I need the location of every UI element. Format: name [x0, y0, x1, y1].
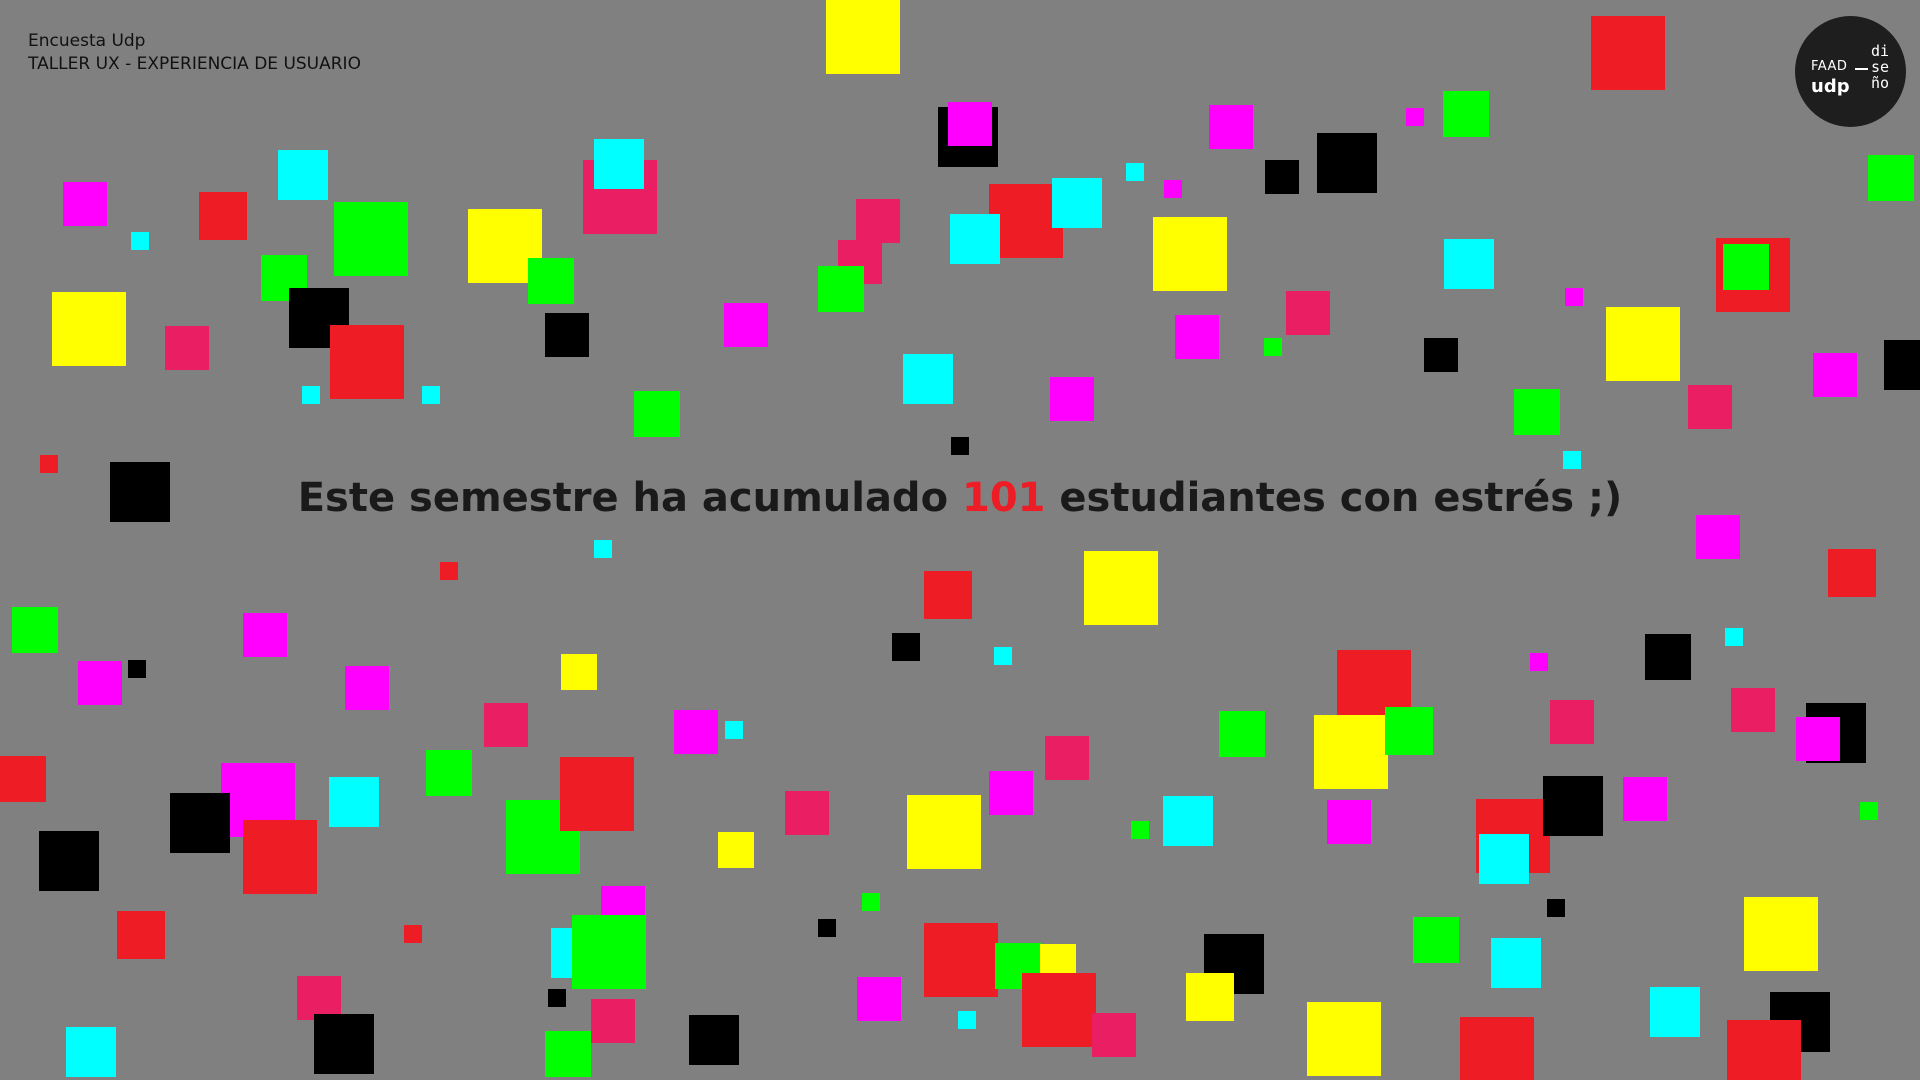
confetti-square [131, 232, 149, 250]
confetti-square [1443, 91, 1489, 137]
confetti-square [674, 710, 718, 754]
confetti-square [572, 915, 646, 989]
confetti-square [404, 925, 422, 943]
confetti-square [1591, 16, 1665, 90]
confetti-square [1084, 551, 1158, 625]
confetti-square [52, 292, 126, 366]
confetti-square [1175, 315, 1219, 359]
confetti-square [1623, 777, 1667, 821]
confetti-square [334, 202, 408, 276]
confetti-square [1868, 155, 1914, 201]
confetti-square [1424, 338, 1458, 372]
logo-faad: FAAD [1811, 59, 1848, 74]
confetti-square [345, 666, 389, 710]
logo-diseno-line2: se [1871, 58, 1890, 76]
confetti-square [278, 150, 328, 200]
confetti-square [718, 832, 754, 868]
confetti-square [1045, 736, 1089, 780]
confetti-square [1307, 1002, 1381, 1076]
confetti-square [1731, 688, 1775, 732]
confetti-square [1723, 244, 1769, 290]
confetti-square [1092, 1013, 1136, 1057]
confetti-square [1186, 973, 1234, 1021]
confetti-square [958, 1011, 976, 1029]
confetti-square [1052, 178, 1102, 228]
confetti-square [989, 771, 1033, 815]
confetti-square [1126, 163, 1144, 181]
confetti-square [1022, 973, 1096, 1047]
confetti-square [1491, 938, 1541, 988]
confetti-square [1565, 288, 1583, 306]
logo-diseno [1871, 43, 1889, 91]
confetti-square [818, 266, 864, 312]
confetti-square [634, 391, 680, 437]
stress-message [0, 475, 1920, 521]
confetti-square [594, 139, 644, 189]
confetti-square [1725, 628, 1743, 646]
confetti-square [725, 721, 743, 739]
confetti-square [528, 258, 574, 304]
confetti-square [561, 654, 597, 690]
confetti-square [39, 831, 99, 891]
confetti-square [1264, 338, 1282, 356]
confetti-square [950, 214, 1000, 264]
confetti-square [1530, 653, 1548, 671]
confetti-square [0, 756, 46, 802]
logo-diseno-line1: di [1871, 42, 1890, 60]
confetti-square [948, 102, 992, 146]
confetti-square [1317, 133, 1377, 193]
confetti-square [1884, 340, 1920, 390]
confetti-square [862, 893, 880, 911]
confetti-square [560, 757, 634, 831]
confetti-square [545, 313, 589, 357]
confetti-square [128, 660, 146, 678]
confetti-square [484, 703, 528, 747]
faad-udp-logo [1795, 16, 1906, 127]
confetti-square [330, 325, 404, 399]
confetti-square [689, 1015, 739, 1065]
confetti-square [1860, 802, 1878, 820]
confetti-square [243, 820, 317, 894]
logo-diseno-line3: ño [1871, 74, 1890, 92]
confetti-square [594, 540, 612, 558]
confetti-square [1606, 307, 1680, 381]
confetti-square [1744, 897, 1818, 971]
confetti-square [1406, 108, 1424, 126]
confetti-square [199, 192, 247, 240]
confetti-square [1265, 160, 1299, 194]
confetti-square [1514, 389, 1560, 435]
confetti-square [1385, 707, 1433, 755]
confetti-square [1563, 451, 1581, 469]
logo-dash [1855, 68, 1868, 70]
confetti-square [314, 1014, 374, 1074]
confetti-square [426, 750, 472, 796]
confetti-square [724, 303, 768, 347]
confetti-square [165, 326, 209, 370]
message-after: estudiantes con estrés ;) [1045, 475, 1623, 521]
confetti-square [924, 571, 972, 619]
confetti-square [302, 386, 320, 404]
confetti-square [1327, 800, 1371, 844]
confetti-square [63, 182, 107, 226]
confetti-square [994, 647, 1012, 665]
confetti-square [785, 791, 829, 835]
confetti-square [1645, 634, 1691, 680]
confetti-square [1650, 987, 1700, 1037]
confetti-square [856, 199, 900, 243]
confetti-square [1286, 291, 1330, 335]
confetti-square [1050, 377, 1094, 421]
header [28, 30, 361, 76]
confetti-square [1828, 549, 1876, 597]
confetti-square [1131, 821, 1149, 839]
confetti-square [66, 1027, 116, 1077]
confetti-square [78, 661, 122, 705]
confetti-square [1460, 1017, 1534, 1080]
survey-title: Encuesta Udp [28, 31, 146, 51]
confetti-square [903, 354, 953, 404]
confetti-square [1550, 700, 1594, 744]
confetti-square [1413, 917, 1459, 963]
confetti-square [117, 911, 165, 959]
confetti-square [1547, 899, 1565, 917]
confetti-square [1163, 796, 1213, 846]
confetti-square [1209, 105, 1253, 149]
confetti-square [1219, 711, 1265, 757]
confetti-square [1796, 717, 1840, 761]
confetti-square [422, 386, 440, 404]
student-count: 101 [961, 475, 1046, 521]
confetti-square [591, 999, 635, 1043]
confetti-square [1696, 515, 1740, 559]
confetti-square [329, 777, 379, 827]
message-before: Este semestre ha acumulado [297, 475, 962, 521]
confetti-square [1314, 715, 1388, 789]
confetti-square [548, 989, 566, 1007]
confetti-square [440, 562, 458, 580]
confetti-square [243, 613, 287, 657]
confetti-square [1727, 1020, 1801, 1080]
confetti-square [1444, 239, 1494, 289]
confetti-square [545, 1031, 591, 1077]
confetti-square [1813, 353, 1857, 397]
confetti-square [818, 919, 836, 937]
confetti-square [826, 0, 900, 74]
confetti-square [1479, 834, 1529, 884]
confetti-square [907, 795, 981, 869]
confetti-square [892, 633, 920, 661]
confetti-square [40, 455, 58, 473]
confetti-square [1688, 385, 1732, 429]
confetti-square [12, 607, 58, 653]
confetti-square [1164, 180, 1182, 198]
logo-udp: udp [1811, 76, 1850, 97]
confetti-square [857, 977, 901, 1021]
confetti-square [924, 923, 998, 997]
confetti-square [1153, 217, 1227, 291]
confetti-square [170, 793, 230, 853]
confetti-square [951, 437, 969, 455]
course-subtitle: TALLER UX - EXPERIENCIA DE USUARIO [28, 54, 361, 74]
confetti-square [1543, 776, 1603, 836]
